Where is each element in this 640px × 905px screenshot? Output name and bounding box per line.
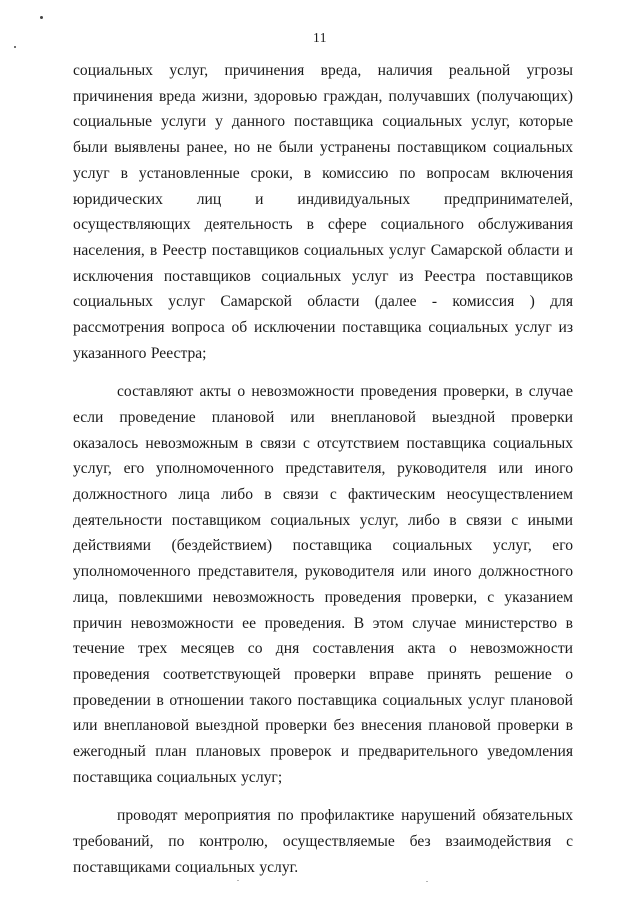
page-number: 11 [313,30,327,45]
paragraph-continuation: социальных услуг, причинения вреда, наличия реальной угрозы причинения вреда жизни, здоровью граждан, получавших (получающих) социальные услуги у данного поставщика социальных услуг, которые были выявлены ранее, но не были устранены поставщиком социальных услуг в установленные сроки, в комиссию по вопросам включения юридических лиц и индивидуальных предпринимателей, осуществляющих деятельность в сфере социального обслуживания населения, в Реестр поставщиков социальных услуг Самарской области и исключения поставщиков социальных услуг из Реестра поставщиков социальных услуг Самарской области (далее - комиссия ) для рассмотрения вопроса об исключении поставщика социальных услуг из указанного Реестра; [73,62,573,362]
document-body [73,58,573,880]
paragraph-inspection-acts: составляют акты о невозможности проведения проверки, в случае если проведение плановой или внеплановой выездной проверки оказалось невозможным в связи с отсутствием поставщика социальных услуг, его уполномоченного представителя, руководителя или иного должностного лица либо в связи с фактическим неосуществлением деятельности поставщиком социальных услуг, либо в связи с иными действиями (бездействием) поставщика социальных услуг, его уполномоченного представителя, руководителя или иного должностного лица, повлекшими невозможность проведения проверки, с указанием причин невозможности ее проведения. В этом случае министерство в течение трех месяцев со дня составления акта о невозможности проведения соответствующей проверки вправе принять решение о проведении в отношении такого поставщика социальных услуг плановой или внеплановой выездной проверки без внесения плановой проверки в ежегодный план плановых проверок и предварительного уведомления поставщика социальных услуг; [73,383,573,786]
paragraph-prevention-measures: проводят мероприятия по профилактике нарушений обязательных требований, по контролю, осуществляемые без взаимодействия с поставщиками социальных услуг. [73,807,573,876]
scan-speck [426,881,428,882]
scan-speck [14,46,16,48]
scan-speck [40,16,43,19]
